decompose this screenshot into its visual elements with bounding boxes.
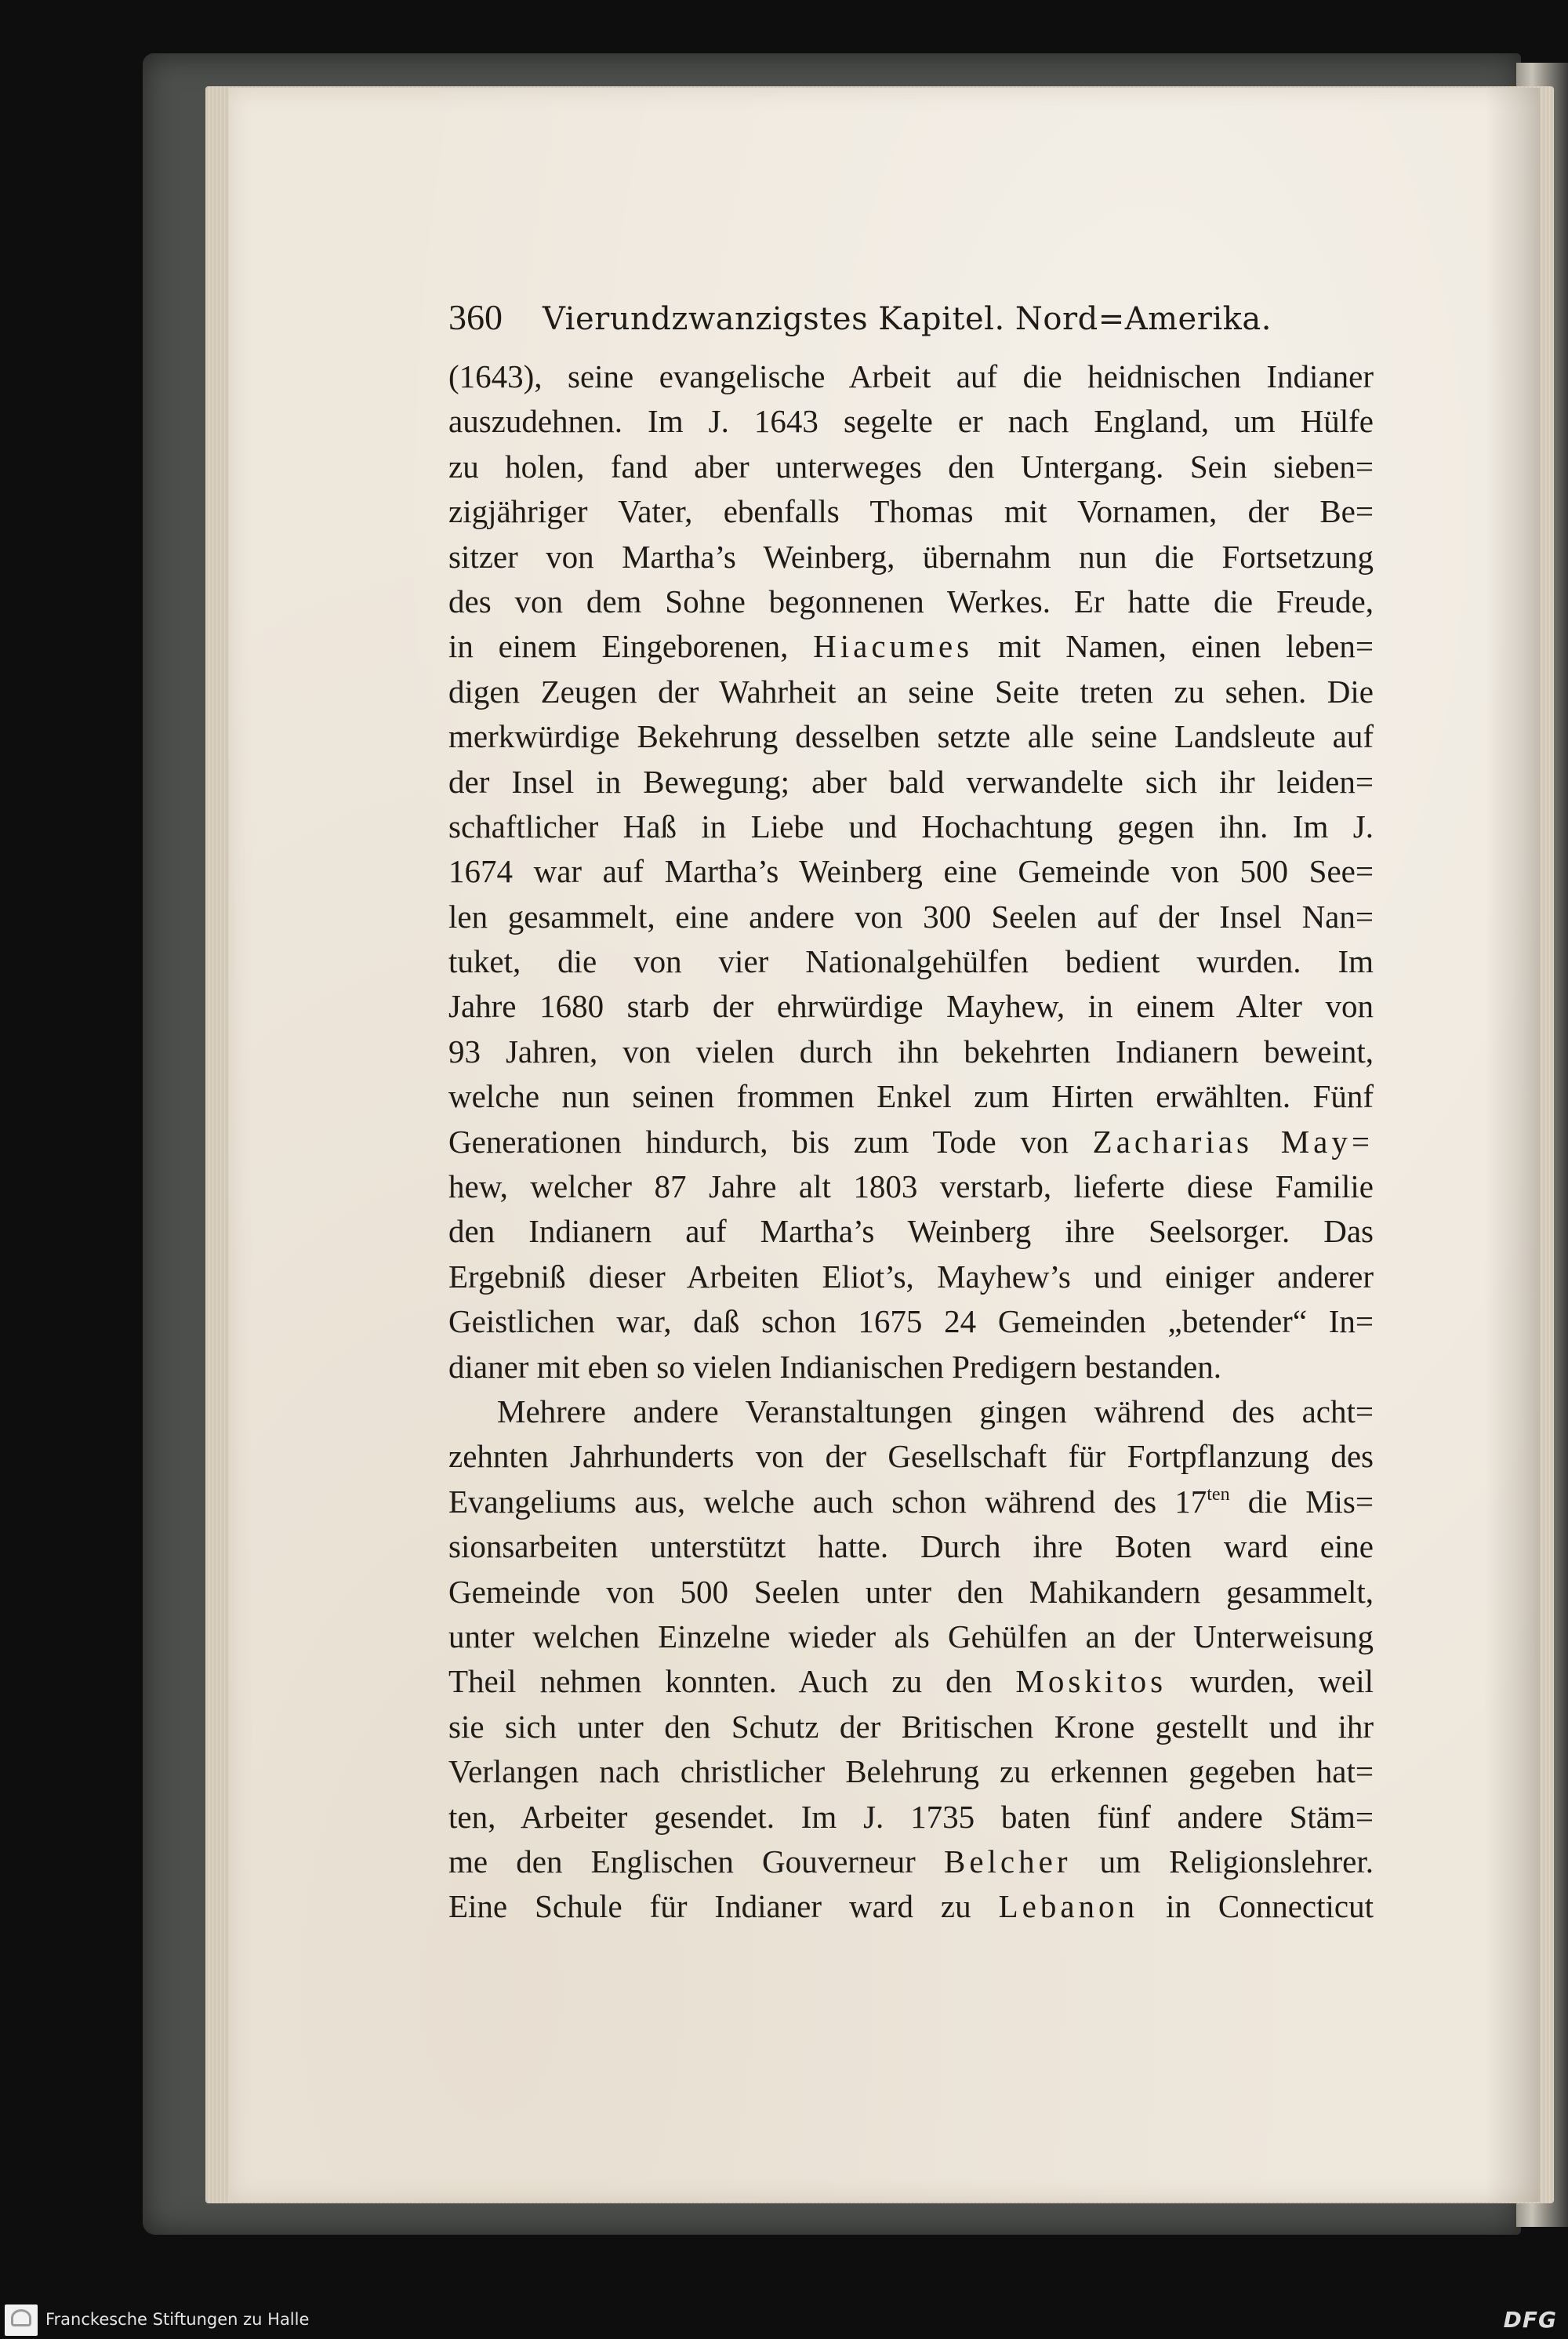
text-segment: Generationen hindurch, bis zum Tode von	[448, 1123, 1093, 1160]
text-segment: mit Namen, einen leben=	[973, 628, 1374, 665]
running-head	[448, 296, 1468, 343]
text-line: 1674 war auf Martha’s Weinberg eine Gemeinde von 500 See=	[448, 853, 1374, 890]
text-line	[448, 1840, 1374, 1884]
spaced-name-lebanon: Lebanon	[998, 1888, 1139, 1925]
text-line: len gesammelt, eine andere von 300 Seelen auf der Insel Nan=	[448, 898, 1374, 935]
text-line: Geistlichen war, daß schon 1675 24 Gemeinden „betender“ In=	[448, 1303, 1374, 1340]
text-segment: Theil nehmen konnten. Auch zu den	[448, 1663, 1016, 1700]
text-segment: in einem Eingeborenen,	[448, 628, 814, 665]
gutter-shadow	[1485, 88, 1540, 2202]
text-segment: in Connecticut	[1138, 1888, 1374, 1925]
text-line: Gemeinde von 500 Seelen unter den Mahikandern gesammelt,	[448, 1573, 1374, 1610]
text-line	[448, 624, 1374, 669]
text-line: zigjähriger Vater, ebenfalls Thomas mit Vornamen, der Be=	[448, 493, 1374, 530]
text-line: zehnten Jahrhunderts von der Gesellschaft für Fortpflanzung des	[448, 1438, 1374, 1475]
dfg-logo: DFG	[1503, 2307, 1557, 2333]
text-line: sie sich unter den Schutz der Britischen Krone gestellt und ihr	[448, 1708, 1374, 1745]
text-line	[448, 1884, 1374, 1929]
institution-logo-icon	[5, 2304, 38, 2336]
text-segment: die Mis=	[1229, 1483, 1374, 1520]
chapter-title: Vierundzwanzigstes Kapitel. Nord=Amerika.	[543, 301, 1272, 337]
text-line: merkwürdige Bekehrung desselben setzte alle seine Landsleute auf	[448, 718, 1374, 755]
text-line: auszudehnen. Im J. 1643 segelte er nach England, um Hülfe	[448, 403, 1374, 440]
superscript: ten	[1207, 1484, 1230, 1505]
text-segment: Eine Schule für Indianer ward zu	[448, 1888, 999, 1925]
text-line: hew, welcher 87 Jahre alt 1803 verstarb, lieferte diese Familie	[448, 1168, 1374, 1205]
book-page	[229, 88, 1540, 2202]
text-line: Jahre 1680 starb der ehrwürdige Mayhew, in einem Alter von	[448, 988, 1374, 1025]
page-number: 360	[448, 297, 503, 337]
text-segment: Evangeliums aus, welche auch schon während des 17	[448, 1483, 1207, 1520]
text-line: sionsarbeiten unterstützt hatte. Durch ihre Boten ward eine	[448, 1528, 1374, 1565]
text-line: Verlangen nach christlicher Belehrung zu erkennen gegeben hat=	[448, 1753, 1374, 1790]
text-line: (1643), seine evangelische Arbeit auf die heidnischen Indianer	[448, 358, 1374, 394]
text-line: tuket, die von vier Nationalgehülfen bedient wurden. Im	[448, 943, 1374, 980]
text-segment: um Religionslehrer.	[1071, 1843, 1374, 1880]
spaced-name-moskitos: Moskitos	[1015, 1663, 1167, 1700]
text-line: des von dem Sohne begonnenen Werkes. Er hatte die Freude,	[448, 583, 1374, 619]
text-line: unter welchen Einzelne wieder als Gehülfen an der Unterweisung	[448, 1618, 1374, 1654]
body-text	[448, 354, 1374, 1930]
spaced-name-zacharias: Zacharias May=	[1092, 1123, 1374, 1160]
text-line	[448, 1480, 1374, 1524]
text-line: sitzer von Martha’s Weinberg, übernahm nun die Fortsetzung	[448, 538, 1374, 575]
text-line: Ergebniß dieser Arbeiten Eliot’s, Mayhew’s und einiger anderer	[448, 1258, 1374, 1295]
text-line: 93 Jahren, von vielen durch ihn bekehrten Indianern beweint,	[448, 1033, 1374, 1070]
spaced-name-hiacumes: Hiacumes	[813, 628, 974, 665]
spaced-name-belcher: Belcher	[944, 1843, 1072, 1880]
text-line: der Insel in Bewegung; aber bald verwandelte sich ihr leiden=	[448, 763, 1374, 800]
text-segment: wurden, weil	[1167, 1663, 1374, 1700]
text-segment: me den Englischen Gouverneur	[448, 1843, 944, 1880]
text-line: zu holen, fand aber unterweges den Untergang. Sein sieben=	[448, 448, 1374, 485]
text-line: digen Zeugen der Wahrheit an seine Seite treten zu sehen. Die	[448, 673, 1374, 710]
text-line	[448, 1120, 1374, 1164]
text-line: ten, Arbeiter gesendet. Im J. 1735 baten fünf andere Stäm=	[448, 1798, 1374, 1835]
text-line: den Indianern auf Martha’s Weinberg ihre Seelsorger. Das	[448, 1213, 1374, 1250]
text-line: welche nun seinen frommen Enkel zum Hirten erwählten. Fünf	[448, 1078, 1374, 1115]
text-line: schaftlicher Haß in Liebe und Hochachtung gegen ihn. Im J.	[448, 808, 1374, 844]
text-line: Mehrere andere Veranstaltungen gingen während des acht=	[497, 1393, 1374, 1429]
text-line	[448, 1659, 1374, 1704]
text-line: dianer mit eben so vielen Indianischen Predigern bestanden.	[448, 1348, 1221, 1385]
institution-label: Franckesche Stiftungen zu Halle	[45, 2310, 310, 2329]
viewer-footer	[0, 2300, 1568, 2339]
